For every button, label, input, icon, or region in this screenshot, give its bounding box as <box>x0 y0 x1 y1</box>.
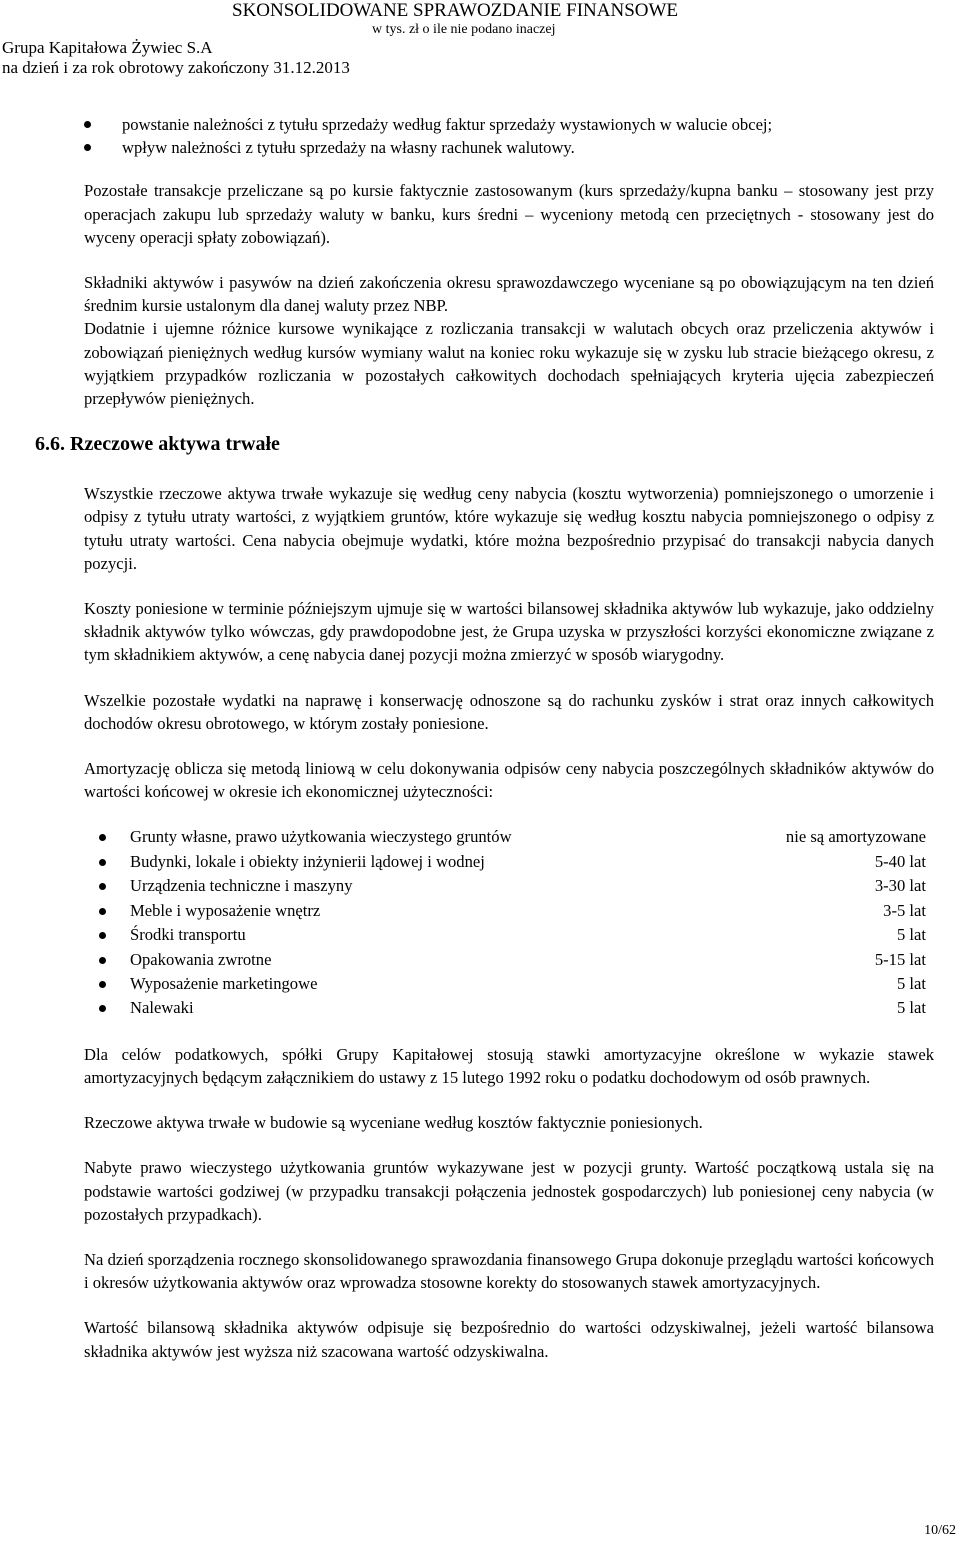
bullet-icon <box>99 1005 106 1012</box>
document-title: SKONSOLIDOWANE SPRAWOZDANIE FINANSOWE <box>232 0 679 21</box>
asset-class: Urządzenia techniczne i maszyny <box>130 876 353 896</box>
paragraph: Dla celów podatkowych, spółki Grupy Kapitałowej stosują stawki amortyzacyjne określone w wykazie stawek amortyzacyjnych będącym załącznikiem do ustawy z 15 lutego 1992 roku o podatku dochodowym od osób prawnych. <box>84 1044 934 1087</box>
asset-class: Grunty własne, prawo użytkowania wieczystego gruntów <box>130 827 512 847</box>
units-note: w tys. zł o ile nie podano inaczej <box>372 22 556 37</box>
asset-class: Środki transportu <box>130 925 246 945</box>
page-number: 10/62 <box>924 1523 956 1538</box>
useful-life: nie są amortyzowane <box>785 827 926 847</box>
asset-class: Nalewaki <box>130 998 194 1018</box>
paragraph: Wszystkie rzeczowe aktywa trwałe wykazuje się według ceny nabycia (kosztu wytworzenia) pomniejszonego o umorzenie i odpisy z tytułu utraty wartości, z wyjątkiem gruntów, które wykazuje się według kosztu nabycia pomniejszonego o odpisy z tytułu utraty wartości. Cena nabycia obejmuje wydatki, które można bezpośrednio przypisać do transakcji nabycia danych pozycji. <box>84 484 934 573</box>
section-heading: 6.6. Rzeczowe aktywa trwałe <box>35 433 280 456</box>
bullet-icon <box>99 834 106 841</box>
bullet-icon <box>99 932 106 939</box>
useful-life: 3-5 lat <box>883 900 926 920</box>
table-row <box>84 874 926 898</box>
asset-class: Opakowania zwrotne <box>130 949 272 969</box>
document-body <box>35 113 934 1385</box>
list-item: wpływ należności z tytułu sprzedaży na własny rachunek walutowy. <box>84 136 934 159</box>
useful-life: 5-40 lat <box>874 851 926 871</box>
asset-class: Budynki, lokale i obiekty inżynierii lądowej i wodnej <box>130 851 485 871</box>
table-row <box>84 825 926 849</box>
bullet-icon <box>99 908 106 915</box>
bullet-icon <box>99 957 106 964</box>
document-title-block <box>232 0 958 38</box>
header-company-block <box>2 38 350 78</box>
paragraph: Dodatnie i ujemne różnice kursowe wynikające z rozliczania transakcji w walutach obcych oraz przeliczenia aktywów i zobowiązań pieniężnych według kursów wymiany walut na koniec roku wykazuje się w zysku lub stracie bieżącego okresu, z wyjątkiem przypadków rozliczania w pozostałych całkowitych dochodach spełniających kryteria ujęcia zabezpieczeń przepływów pieniężnych. <box>84 319 934 409</box>
fx-bullet-list <box>84 113 934 159</box>
paragraph: Koszty poniesione w terminie późniejszym ujmuje się w wartości bilansowej składnika aktywów lub wykazuje, jako oddzielny składnik aktywów tylko wówczas, gdy prawdopodobne jest, że Grupa uzyska w przyszłości korzyści ekonomiczne związane z tym składnikiem aktywów, a cenę nabycia danej pozycji można zmierzyć w sposób wiarygodny. <box>84 599 934 665</box>
useful-life: 5-15 lat <box>874 949 926 969</box>
useful-life: 5 lat <box>896 998 926 1018</box>
table-row <box>84 996 926 1020</box>
useful-life: 5 lat <box>896 973 926 993</box>
bullet-icon <box>99 859 106 866</box>
paragraph: Wszelkie pozostałe wydatki na naprawę i konserwację odnoszone są do rachunku zysków i strat oraz innych całkowitych dochodów okresu obrotowego, w którym zostały poniesione. <box>84 690 934 733</box>
table-row <box>84 923 926 947</box>
table-row <box>84 972 926 996</box>
asset-class: Wyposażenie marketingowe <box>130 973 318 993</box>
paragraph: Nabyte prawo wieczystego użytkowania gruntów wykazywane jest w pozycji grunty. Wartość początkową ustala się na podstawie wartości godziwej (w przypadku transakcji połączenia jednostek gospodarczych) lub poniesionej ceny nabycia (w pozostałych przypadkach). <box>84 1158 934 1224</box>
bullet-icon <box>99 981 106 988</box>
bullet-icon <box>99 883 106 890</box>
paragraph: Amortyzację oblicza się metodą liniową w celu dokonywania odpisów ceny nabycia poszczególnych składników aktywów do wartości końcowej w okresie ich ekonomicznej użyteczności: <box>84 759 934 802</box>
paragraph: Rzeczowe aktywa trwałe w budowie są wyceniane według kosztów faktycznie poniesionych. <box>84 1113 703 1133</box>
paragraph: Składniki aktywów i pasywów na dzień zakończenia okresu sprawozdawczego wyceniane są po obowiązującym na ten dzień średnim kursie ustalonym dla danej waluty przez NBP. <box>84 273 934 316</box>
table-row <box>84 850 926 874</box>
paragraph: Pozostałe transakcje przeliczane są po kursie faktycznie zastosowanym (kurs sprzedaży/kupna banku – stosowany jest przy operacjach zakupu lub sprzedaży waluty w banku, kurs średni – wyceniony metodą cen przeciętnych - stosowany jest do wyceny operacji spłaty zobowiązań). <box>84 181 934 247</box>
paragraph: Wartość bilansową składnika aktywów odpisuje się bezpośrednio do wartości odzyskiwalnej, jeżeli wartość bilansowa składnika aktywów jest wyższa niż szacowana wartość odzyskiwalna. <box>84 1318 934 1361</box>
useful-life: 5 lat <box>896 925 926 945</box>
useful-life: 3-30 lat <box>874 876 926 896</box>
list-item: powstanie należności z tytułu sprzedaży według faktur sprzedaży wystawionych w walucie obcej; <box>84 113 934 136</box>
paragraph: Na dzień sporządzenia rocznego skonsolidowanego sprawozdania finansowego Grupa dokonuje przeglądu wartości końcowych i okresów użytkowania aktywów oraz wprowadza stosowne korekty do stosowanych stawek amortyzacyjnych. <box>84 1249 934 1293</box>
company-name: Grupa Kapitałowa Żywiec S.A <box>2 38 213 57</box>
reporting-period: na dzień i za rok obrotowy zakończony 31.12.2013 <box>2 58 350 77</box>
table-row <box>84 899 926 923</box>
depreciation-table <box>84 825 926 1020</box>
asset-class: Meble i wyposażenie wnętrz <box>130 900 321 920</box>
table-row <box>84 948 926 972</box>
